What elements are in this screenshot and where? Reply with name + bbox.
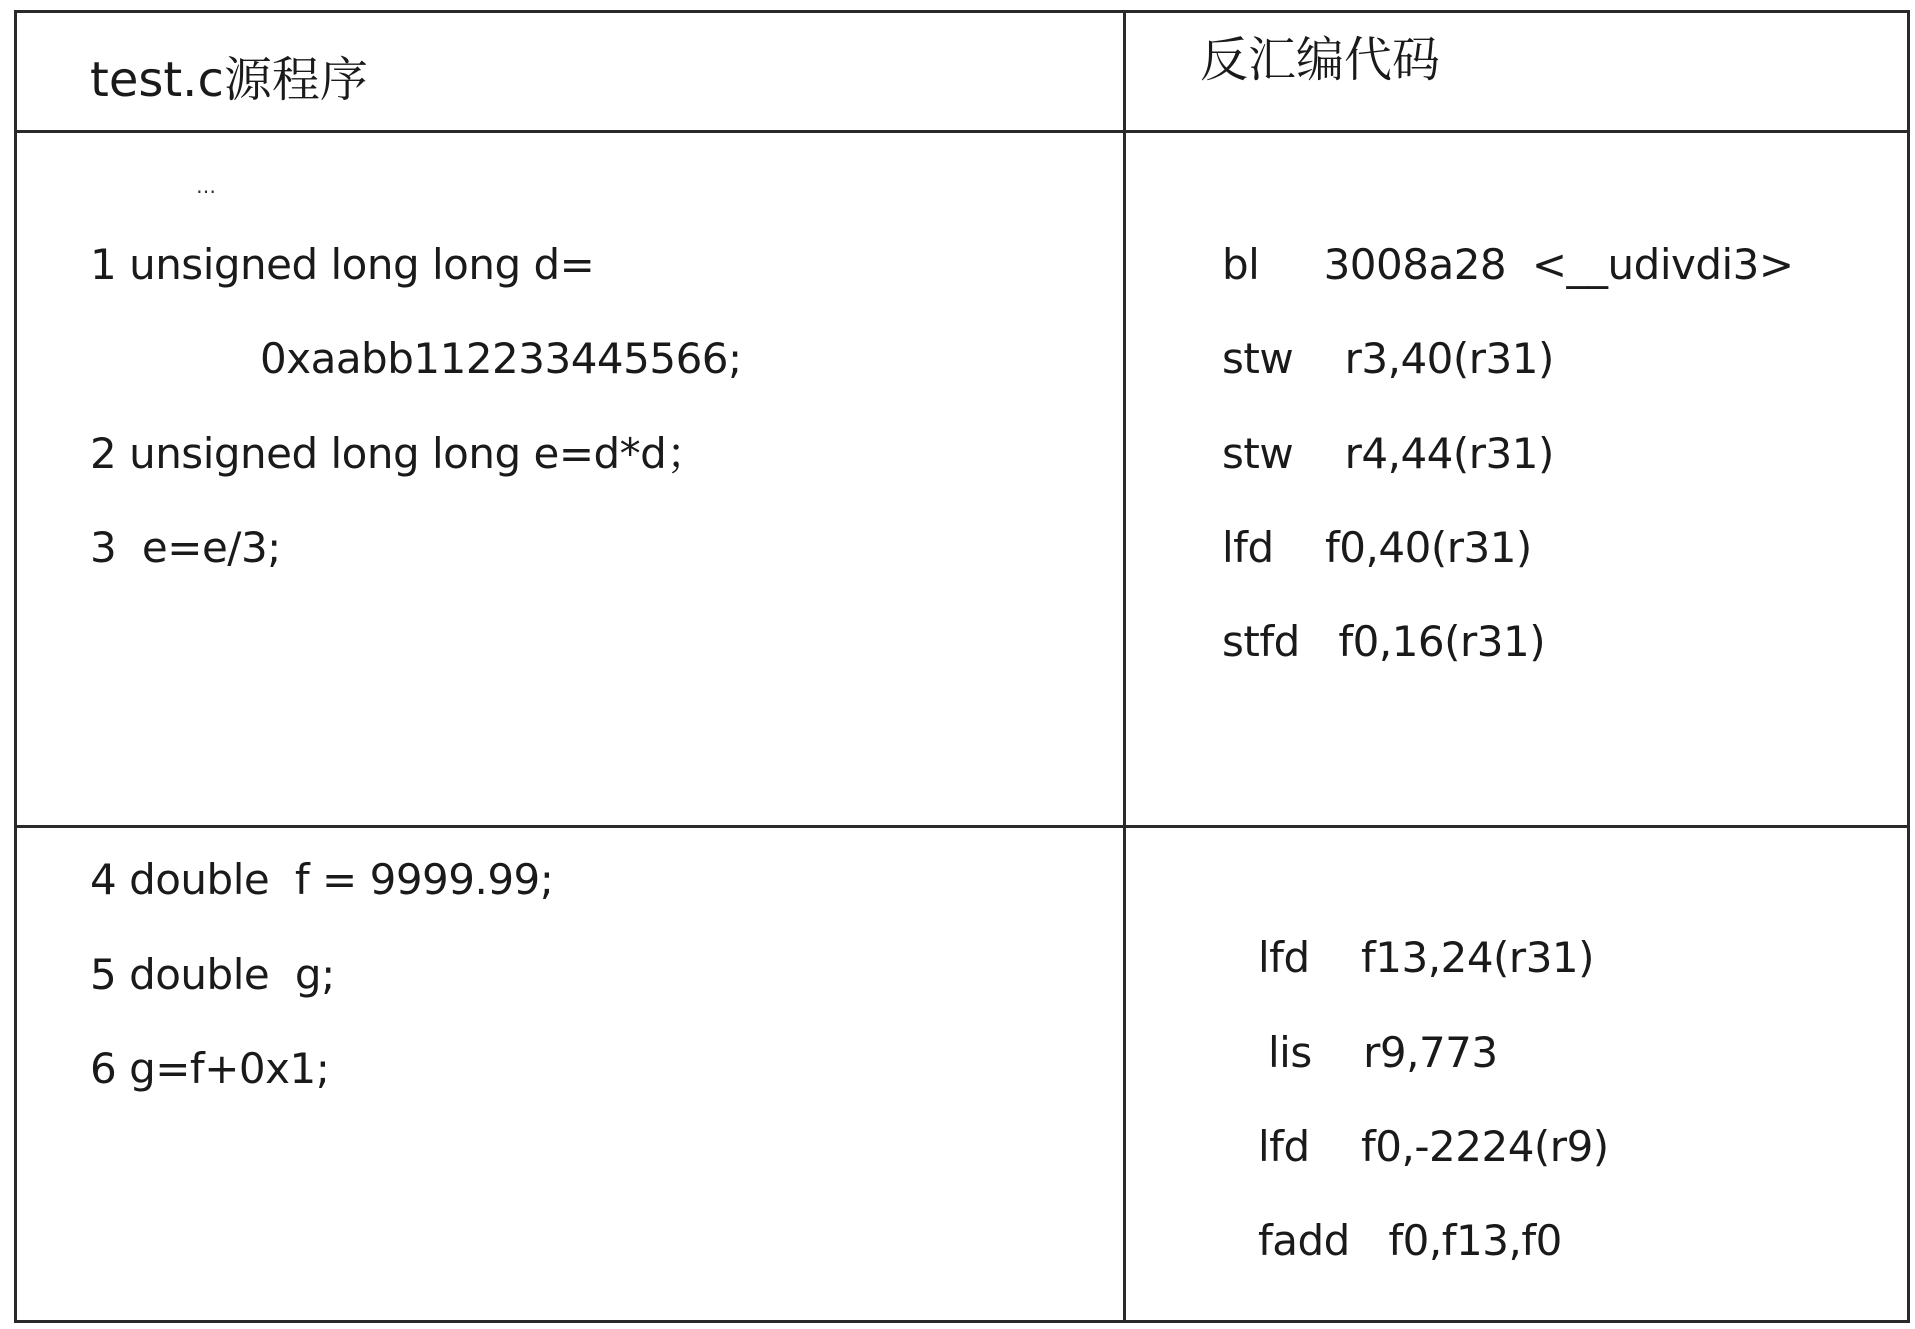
source-line: 3 e=e/3;: [90, 523, 281, 572]
table-left-border: [14, 10, 17, 1323]
asm-line: lis r9,773: [1268, 1028, 1498, 1077]
source-line: 5 double g;: [90, 950, 335, 999]
source-line: 6 g=f+0x1;: [90, 1044, 330, 1093]
asm-line: lfd f0,40(r31): [1222, 523, 1532, 572]
asm-line: fadd f0,f13,f0: [1258, 1216, 1562, 1265]
source-line: 2 unsigned long long e=d*d；: [90, 429, 708, 478]
source-line: 4 double f = 9999.99;: [90, 855, 554, 904]
header-divider: [14, 130, 1910, 133]
asm-line: lfd f0,-2224(r9): [1258, 1122, 1609, 1171]
table-right-border: [1907, 10, 1910, 1323]
source-column-header: test.c源程序: [90, 52, 368, 108]
disassembly-column-header: 反汇编代码: [1200, 32, 1441, 88]
asm-line: stw r3,40(r31): [1222, 334, 1554, 383]
asm-line: lfd f13,24(r31): [1258, 933, 1595, 982]
source-line: 0xaabb112233445566;: [260, 334, 742, 383]
table-bottom-border: [14, 1320, 1910, 1323]
asm-line: bl 3008a28 <__udivdi3>: [1222, 240, 1794, 289]
source-line: 1 unsigned long long d=: [90, 240, 595, 289]
asm-line: stfd f0,16(r31): [1222, 617, 1546, 666]
column-divider: [1123, 10, 1126, 1323]
asm-line: stw r4,44(r31): [1222, 429, 1554, 478]
table-top-border: [14, 10, 1910, 13]
row-divider: [14, 825, 1910, 828]
ellipsis-mark: …: [196, 174, 216, 198]
